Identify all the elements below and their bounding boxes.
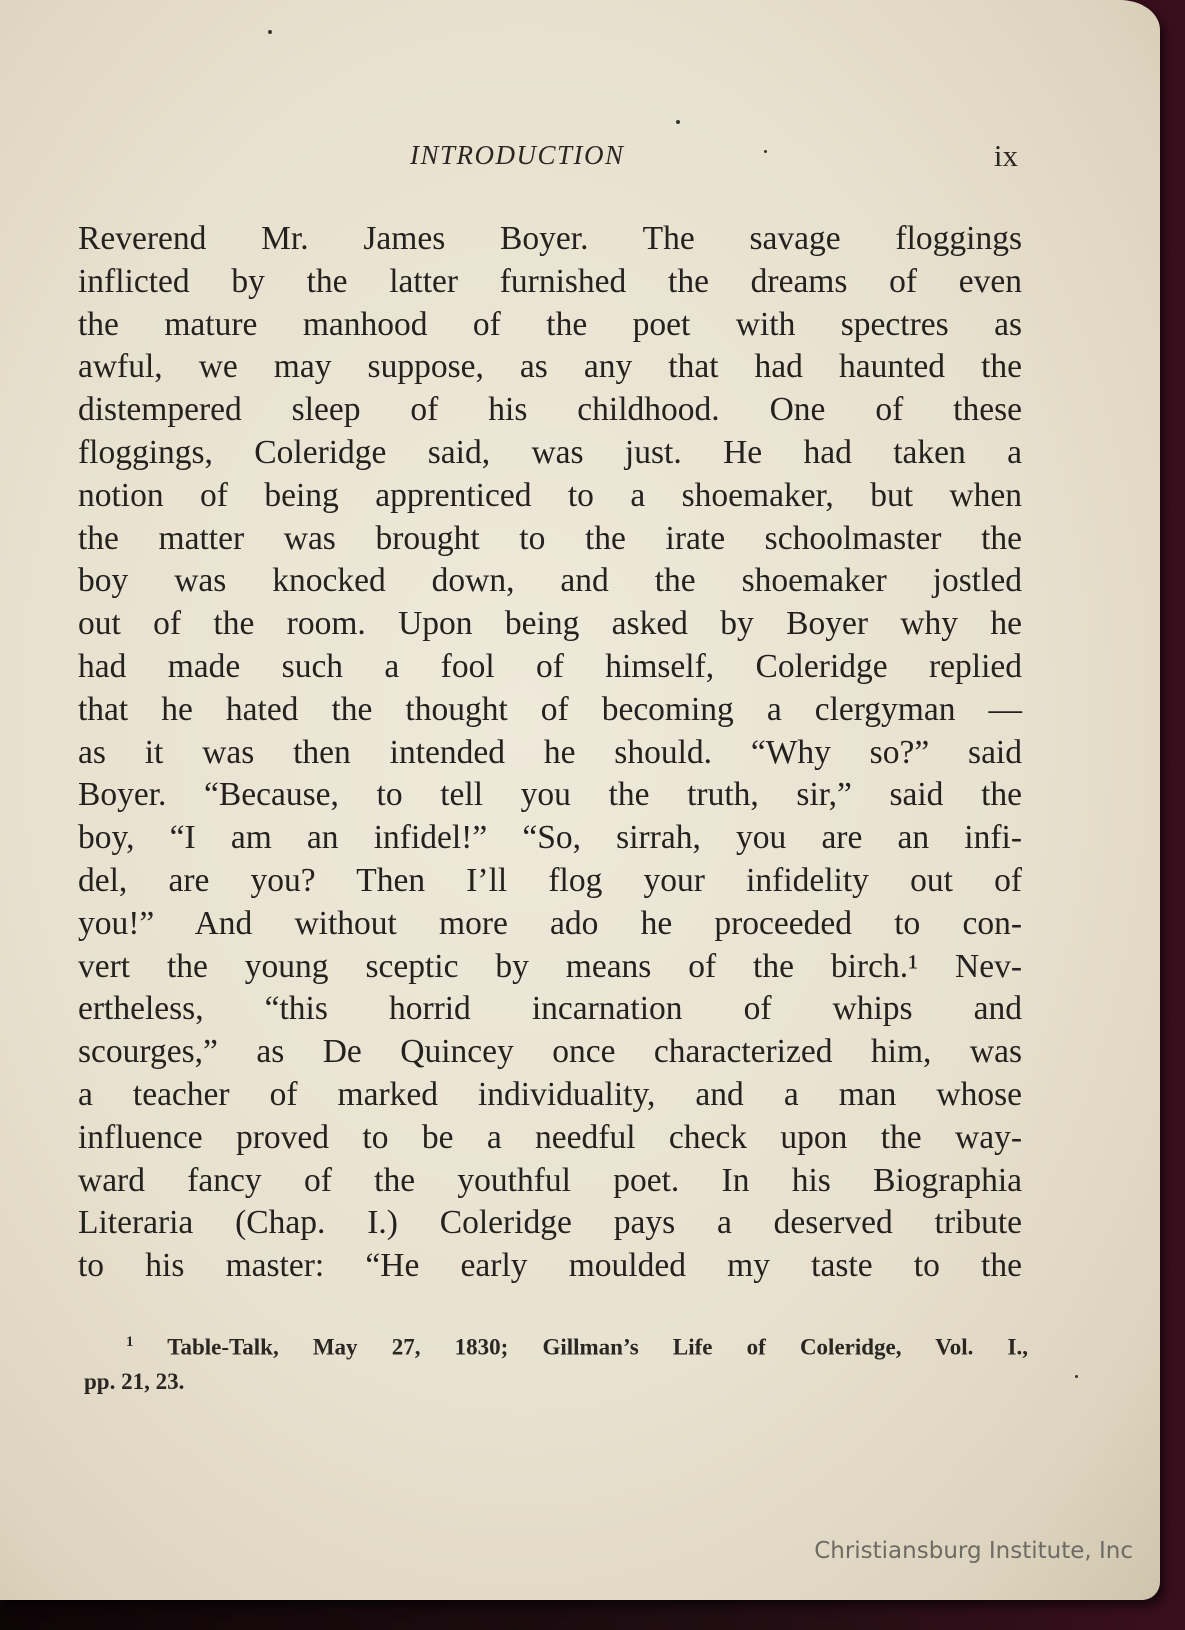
- text-line: a teacher of marked individuality, and a man whose: [78, 1075, 1022, 1113]
- paper-speck: [764, 150, 767, 153]
- text-line: as it was then intended he should. “Why so?” said: [78, 733, 1022, 771]
- footnote: [84, 1325, 1028, 1399]
- paper-speck: [676, 120, 680, 124]
- text-line: notion of being apprenticed to a shoemaker, but when: [78, 476, 1022, 514]
- text-line: the matter was brought to the irate schoolmaster the: [78, 519, 1022, 557]
- text-line: awful, we may suppose, as any that had haunted the: [78, 348, 1022, 386]
- body-text: [78, 218, 1022, 1288]
- text-line: ertheless, “this horrid incarnation of whips and: [78, 990, 1022, 1028]
- text-line: Boyer. “Because, to tell you the truth, sir,” said the: [78, 776, 1022, 814]
- text-line: distempered sleep of his childhood. One of these: [78, 391, 1022, 429]
- text-line: you!” And without more ado he proceeded to con-: [78, 904, 1022, 942]
- text-line: del, are you? Then I’ll flog your infidelity out of: [78, 861, 1022, 899]
- footnote-line: pp. 21, 23.: [84, 1368, 185, 1394]
- text-line: boy was knocked down, and the shoemaker jostled: [78, 562, 1022, 600]
- page-number: ix: [993, 138, 1018, 173]
- paper-speck: [1075, 1375, 1078, 1378]
- text-line: inflicted by the latter furnished the dreams of even: [78, 262, 1022, 300]
- text-line: had made such a fool of himself, Coleridge replied: [78, 647, 1022, 685]
- text-line: scourges,” as De Quincey once characterized him, was: [78, 1033, 1022, 1071]
- text-line: Literaria (Chap. I.) Coleridge pays a deserved tribute: [78, 1204, 1022, 1242]
- footnote-line: [84, 1325, 1028, 1365]
- text-line: influence proved to be a needful check upon the way-: [78, 1118, 1022, 1156]
- running-head: [80, 140, 1020, 176]
- text-line: the mature manhood of the poet with spectres as: [78, 305, 1022, 343]
- footnote-text: Table-Talk, May 27, 1830; Gillman’s Life of Coleridge, Vol. I.,: [167, 1334, 1028, 1360]
- text-line: floggings, Coleridge said, was just. He had taken a: [78, 433, 1022, 471]
- running-title: INTRODUCTION: [410, 140, 625, 170]
- text-line: that he hated the thought of becoming a clergyman —: [78, 690, 1022, 728]
- text-line: boy, “I am an infidel!” “So, sirrah, you are an infi-: [78, 819, 1022, 857]
- text-line: to his master: “He early moulded my taste to the: [78, 1247, 1022, 1285]
- text-line: Reverend Mr. James Boyer. The savage floggings: [78, 220, 1022, 257]
- footnote-marker: 1: [126, 1334, 134, 1350]
- text-line: ward fancy of the youthful poet. In his Biographia: [78, 1161, 1022, 1199]
- text-line: vert the young sceptic by means of the birch.¹ Nev-: [78, 947, 1022, 985]
- watermark: Christiansburg Institute, Inc: [814, 1538, 1133, 1564]
- text-line: out of the room. Upon being asked by Boyer why he: [78, 605, 1022, 643]
- paper-speck: [268, 30, 272, 34]
